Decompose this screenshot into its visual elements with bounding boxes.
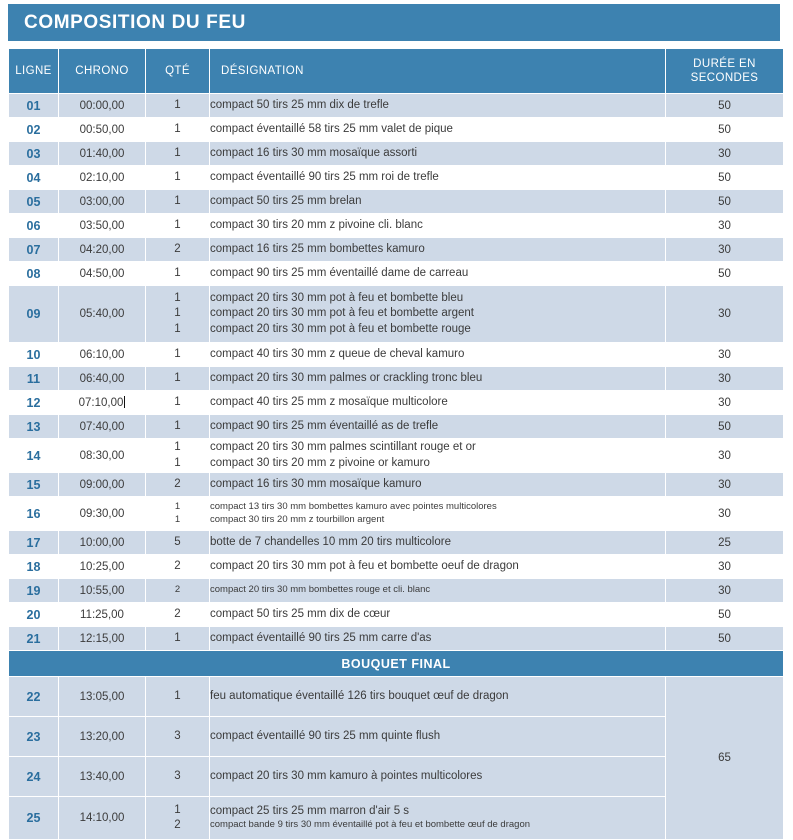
cell-ligne: 19 xyxy=(9,579,58,602)
cell-duree: 25 xyxy=(666,531,783,554)
cell-chrono[interactable]: 08:30,00 xyxy=(59,439,145,472)
cell-duree: 30 xyxy=(666,286,783,342)
table-row[interactable] xyxy=(9,367,783,390)
cell-designation: compact 40 tirs 25 mm z mosaïque multicolore xyxy=(210,391,665,414)
cell-designation: botte de 7 chandelles 10 mm 20 tirs multicolore xyxy=(210,531,665,554)
cell-ligne: 23 xyxy=(9,717,58,756)
cell-ligne: 04 xyxy=(9,166,58,189)
cell-duree: 30 xyxy=(666,142,783,165)
cell-designation: compact éventaillé 58 tirs 25 mm valet de pique xyxy=(210,118,665,141)
cell-designation: compact 16 tirs 30 mm mosaïque kamuro xyxy=(210,473,665,496)
cell-ligne: 20 xyxy=(9,603,58,626)
cell-designation: compact 40 tirs 30 mm z queue de cheval kamuro xyxy=(210,343,665,366)
cell-designation: compact 20 tirs 30 mm bombettes rouge et cli. blanc xyxy=(210,579,665,602)
cell-duree: 30 xyxy=(666,238,783,261)
cell-qte: 5 xyxy=(146,531,209,554)
table-row[interactable] xyxy=(9,190,783,213)
cell-chrono[interactable]: 06:40,00 xyxy=(59,367,145,390)
cell-duree: 30 xyxy=(666,497,783,530)
cell-ligne: 03 xyxy=(9,142,58,165)
column-header-ligne: LIGNE xyxy=(9,49,58,93)
cell-chrono[interactable]: 10:00,00 xyxy=(59,531,145,554)
cell-qte: 2 xyxy=(146,238,209,261)
cell-duree: 50 xyxy=(666,415,783,438)
table-row[interactable] xyxy=(9,166,783,189)
cell-chrono[interactable]: 02:10,00 xyxy=(59,166,145,189)
text-caret xyxy=(124,396,125,408)
column-header-designation: DÉSIGNATION xyxy=(210,49,665,93)
table-row[interactable] xyxy=(9,531,783,554)
cell-duree: 30 xyxy=(666,214,783,237)
cell-duree: 50 xyxy=(666,627,783,650)
cell-designation: compact 50 tirs 25 mm dix de cœur xyxy=(210,603,665,626)
cell-duree: 30 xyxy=(666,391,783,414)
cell-qte: 1 xyxy=(146,367,209,390)
table-row[interactable] xyxy=(9,473,783,496)
cell-ligne: 25 xyxy=(9,797,58,839)
cell-chrono[interactable]: 12:15,00 xyxy=(59,627,145,650)
table-row[interactable] xyxy=(9,238,783,261)
cell-qte: 1 xyxy=(146,677,209,716)
cell-chrono[interactable]: 07:10,00 xyxy=(59,391,145,414)
cell-duree: 30 xyxy=(666,473,783,496)
cell-ligne: 10 xyxy=(9,343,58,366)
cell-duree: 50 xyxy=(666,94,783,117)
cell-qte: 1 xyxy=(146,190,209,213)
cell-qte: 1 xyxy=(146,142,209,165)
cell-designation: compact 20 tirs 30 mm pot à feu et bombette bleu compact 20 tirs 30 mm pot à feu et bombette argent compact 20 tirs 30 mm pot à feu et bombette rouge xyxy=(210,286,665,342)
table-row[interactable] xyxy=(9,627,783,650)
cell-chrono[interactable]: 14:10,00 xyxy=(59,797,145,839)
cell-qte: 1 xyxy=(146,627,209,650)
cell-ligne: 06 xyxy=(9,214,58,237)
cell-duree: 50 xyxy=(666,190,783,213)
page-title-banner xyxy=(8,4,780,41)
cell-chrono[interactable]: 04:50,00 xyxy=(59,262,145,285)
cell-chrono[interactable]: 09:00,00 xyxy=(59,473,145,496)
table-row[interactable] xyxy=(9,118,783,141)
cell-chrono[interactable]: 10:55,00 xyxy=(59,579,145,602)
cell-chrono[interactable]: 00:00,00 xyxy=(59,94,145,117)
cell-duree-bouquet: 65 xyxy=(666,677,783,839)
cell-duree: 30 xyxy=(666,343,783,366)
cell-ligne: 08 xyxy=(9,262,58,285)
cell-qte: 1 1 1 xyxy=(146,286,209,342)
cell-ligne: 16 xyxy=(9,497,58,530)
cell-ligne: 09 xyxy=(9,286,58,342)
cell-duree: 30 xyxy=(666,555,783,578)
cell-qte: 1 1 xyxy=(146,439,209,472)
cell-qte: 1 xyxy=(146,262,209,285)
cell-designation: compact 16 tirs 25 mm bombettes kamuro xyxy=(210,238,665,261)
table-row[interactable] xyxy=(9,415,783,438)
cell-chrono[interactable]: 11:25,00 xyxy=(59,603,145,626)
cell-qte: 1 xyxy=(146,94,209,117)
cell-designation: compact 20 tirs 30 mm palmes scintillant rouge et or compact 30 tirs 20 mm z pivoine or kamuro xyxy=(210,439,665,472)
cell-qte: 2 xyxy=(146,603,209,626)
cell-designation: compact 90 tirs 25 mm éventaillé dame de carreau xyxy=(210,262,665,285)
cell-ligne: 22 xyxy=(9,677,58,716)
cell-ligne: 01 xyxy=(9,94,58,117)
cell-ligne: 11 xyxy=(9,367,58,390)
table-row[interactable] xyxy=(9,142,783,165)
table-row[interactable] xyxy=(9,497,783,530)
cell-chrono[interactable]: 07:40,00 xyxy=(59,415,145,438)
cell-duree: 30 xyxy=(666,367,783,390)
cell-designation: compact 30 tirs 20 mm z pivoine cli. blanc xyxy=(210,214,665,237)
cell-qte: 2 xyxy=(146,555,209,578)
cell-chrono[interactable]: 03:50,00 xyxy=(59,214,145,237)
cell-ligne: 13 xyxy=(9,415,58,438)
cell-qte: 1 xyxy=(146,343,209,366)
cell-ligne: 05 xyxy=(9,190,58,213)
cell-qte: 1 xyxy=(146,118,209,141)
table-row[interactable] xyxy=(9,343,783,366)
cell-ligne: 15 xyxy=(9,473,58,496)
cell-chrono[interactable]: 00:50,00 xyxy=(59,118,145,141)
cell-duree: 30 xyxy=(666,579,783,602)
table-row[interactable] xyxy=(9,214,783,237)
cell-qte: 3 xyxy=(146,717,209,756)
cell-duree: 50 xyxy=(666,166,783,189)
cell-designation: compact 25 tirs 25 mm marron d'air 5 s compact bande 9 tirs 30 mm éventaillé pot à feu et bombette œuf de dragon xyxy=(210,797,665,839)
table-row[interactable] xyxy=(9,439,783,472)
composition-table xyxy=(8,48,784,840)
section-banner-row xyxy=(9,651,783,676)
column-header-duree xyxy=(666,49,783,93)
cell-qte: 2 xyxy=(146,579,209,602)
cell-ligne: 02 xyxy=(9,118,58,141)
cell-designation: compact 13 tirs 30 mm bombettes kamuro avec pointes multicolores compact 30 tirs 20 mm z tourbillon argent xyxy=(210,497,665,530)
cell-qte: 1 2 xyxy=(146,797,209,839)
cell-duree: 50 xyxy=(666,262,783,285)
table-row[interactable] xyxy=(9,94,783,117)
column-header-chrono: CHRONO xyxy=(59,49,145,93)
cell-qte: 3 xyxy=(146,757,209,796)
cell-designation: compact 90 tirs 25 mm éventaillé as de trefle xyxy=(210,415,665,438)
cell-designation: compact 16 tirs 30 mm mosaïque assorti xyxy=(210,142,665,165)
table-row[interactable] xyxy=(9,391,783,414)
cell-chrono[interactable]: 13:40,00 xyxy=(59,757,145,796)
cell-chrono[interactable]: 03:00,00 xyxy=(59,190,145,213)
column-header-qte: QTÉ xyxy=(146,49,209,93)
cell-qte: 1 xyxy=(146,214,209,237)
cell-ligne: 14 xyxy=(9,439,58,472)
cell-chrono[interactable]: 13:20,00 xyxy=(59,717,145,756)
cell-chrono[interactable]: 13:05,00 xyxy=(59,677,145,716)
cell-designation: compact éventaillé 90 tirs 25 mm carre d'as xyxy=(210,627,665,650)
cell-designation: compact 50 tirs 25 mm dix de trefle xyxy=(210,94,665,117)
cell-ligne: 17 xyxy=(9,531,58,554)
table-row[interactable] xyxy=(9,555,783,578)
cell-designation: compact 20 tirs 30 mm kamuro à pointes multicolores xyxy=(210,757,665,796)
cell-designation: compact 20 tirs 30 mm palmes or crackling tronc bleu xyxy=(210,367,665,390)
cell-chrono[interactable]: 05:40,00 xyxy=(59,286,145,342)
cell-qte: 1 1 xyxy=(146,497,209,530)
column-header-duree-line1: DURÉE EN xyxy=(693,57,756,70)
table-row[interactable] xyxy=(9,603,783,626)
cell-ligne: 12 xyxy=(9,391,58,414)
cell-ligne: 24 xyxy=(9,757,58,796)
cell-qte: 2 xyxy=(146,473,209,496)
column-header-duree-line2: SECONDES xyxy=(690,72,759,84)
table-row[interactable] xyxy=(9,286,783,342)
cell-ligne: 21 xyxy=(9,627,58,650)
cell-designation: compact éventaillé 90 tirs 25 mm quinte flush xyxy=(210,717,665,756)
table-row[interactable] xyxy=(9,262,783,285)
cell-designation: feu automatique éventaillé 126 tirs bouquet œuf de dragon xyxy=(210,677,665,716)
cell-chrono[interactable]: 09:30,00 xyxy=(59,497,145,530)
cell-qte: 1 xyxy=(146,166,209,189)
table-header-row xyxy=(9,49,783,93)
cell-chrono[interactable]: 06:10,00 xyxy=(59,343,145,366)
cell-chrono[interactable]: 10:25,00 xyxy=(59,555,145,578)
cell-designation: compact éventaillé 90 tirs 25 mm roi de trefle xyxy=(210,166,665,189)
cell-designation: compact 50 tirs 25 mm brelan xyxy=(210,190,665,213)
cell-ligne: 18 xyxy=(9,555,58,578)
table-row[interactable] xyxy=(9,579,783,602)
cell-duree: 30 xyxy=(666,439,783,472)
cell-duree: 50 xyxy=(666,603,783,626)
cell-qte: 1 xyxy=(146,391,209,414)
cell-duree: 50 xyxy=(666,118,783,141)
cell-ligne: 07 xyxy=(9,238,58,261)
page-title: COMPOSITION DU FEU xyxy=(24,11,246,33)
cell-chrono[interactable]: 01:40,00 xyxy=(59,142,145,165)
table-row[interactable] xyxy=(9,677,783,716)
cell-qte: 1 xyxy=(146,415,209,438)
cell-chrono[interactable]: 04:20,00 xyxy=(59,238,145,261)
section-banner-label: BOUQUET FINAL xyxy=(9,651,783,676)
cell-designation: compact 20 tirs 30 mm pot à feu et bombette oeuf de dragon xyxy=(210,555,665,578)
